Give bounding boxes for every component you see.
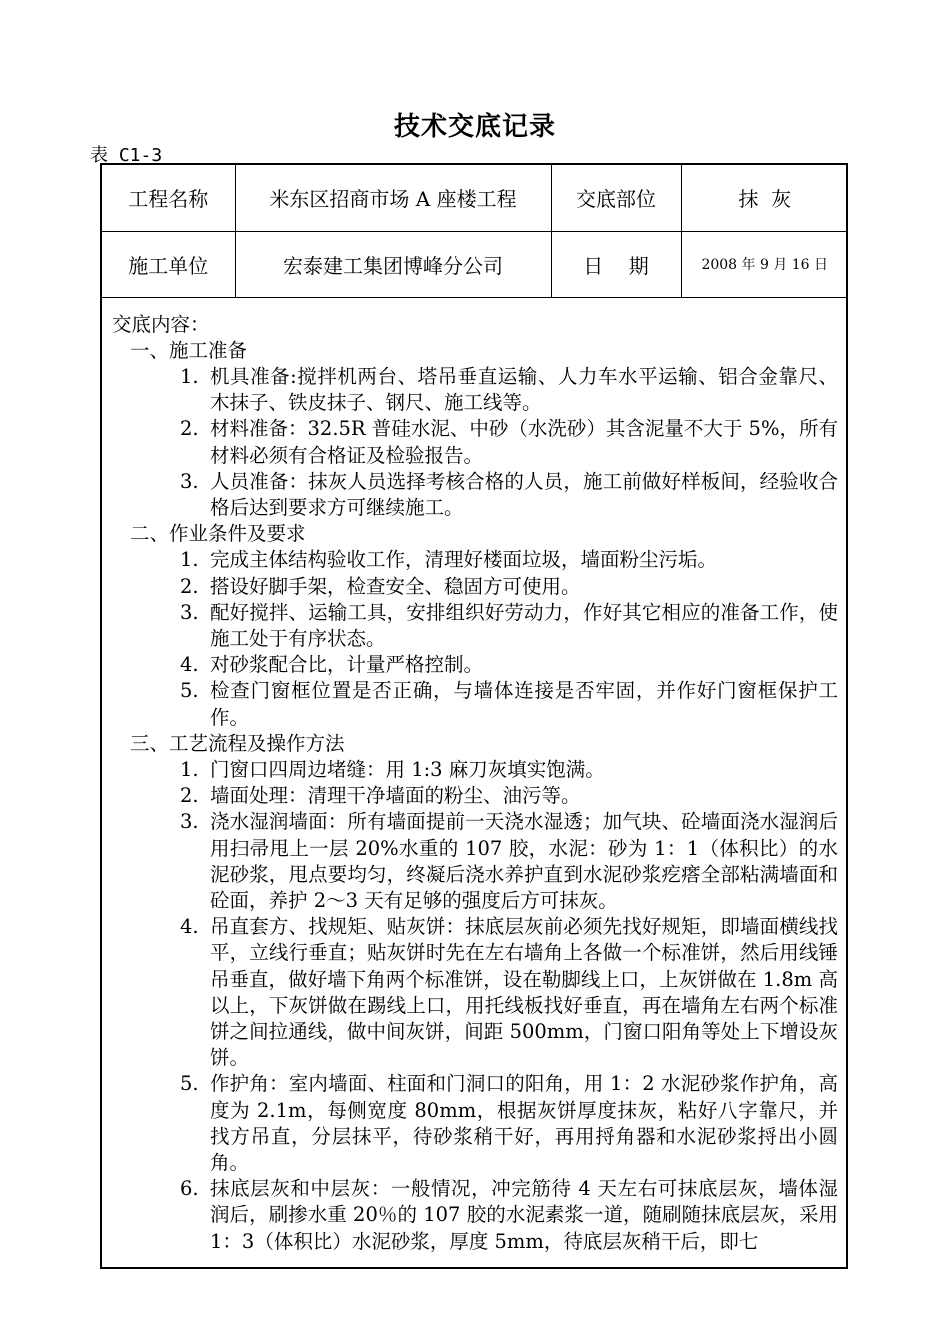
item-text: 作护角：室内墙面、柱面和门洞口的阳角，用 1：2 水泥砂浆作护角，高度为 2.1m，每侧宽度 80mm，根据灰饼厚度抹灰，粘好八字靠尺，并找方吊直，分层抹平，待砂浆稍干好，再用捋角器和水泥砂浆捋出小圆角。 (210, 1072, 838, 1174)
item-text: 浇水湿润墙面：所有墙面提前一天浇水湿透；加气块、砼墙面浇水湿润后用扫帚甩上一层 20%水重的 107 胶，水泥：砂为 1：1（体积比）的水泥砂浆，甩点要均匀，终凝后浇水养护直到水泥砂浆疙瘩全部粘满墙面和砼面，养护 2～3 天有足够的强度后方可抹灰。 (210, 810, 838, 912)
item-number: 3. (180, 469, 199, 493)
item-text: 材料准备：32.5R 普硅水泥、中砂（水洗砂）其含泥量不大于 5%，所有材料必须有合格证及检验报告。 (210, 417, 838, 467)
item-text: 抹底层灰和中层灰：一般情况，冲完筋待 4 天左右可抹底层灰，墙体湿润后，刷掺水重 20％的 107 胶的水泥素浆一道，随刷随抹底层灰，采用 1：3（体积比）水泥砂浆，厚度 5mm，待底层灰稍干后，即七 (210, 1177, 838, 1253)
item-text: 对砂浆配合比，计量严格控制。 (210, 653, 484, 677)
list-item (180, 757, 838, 783)
item-number: 1. (180, 364, 199, 388)
header-row-unit (102, 231, 848, 297)
item-text: 检查门窗框位置是否正确，与墙体连接是否牢固，并作好门窗框保护工作。 (210, 679, 838, 729)
item-number: 1. (180, 757, 199, 781)
unit-label: 施工单位 (102, 231, 235, 297)
date-label: 日 期 (551, 231, 681, 297)
content-body (102, 298, 846, 1255)
item-number: 6. (180, 1177, 199, 1201)
unit-value: 宏泰建工集团博峰分公司 (235, 231, 551, 297)
item-text: 墙面处理：清理干净墙面的粉尘、油污等。 (210, 784, 581, 808)
item-number: 4. (180, 915, 199, 939)
list-item (180, 914, 838, 1071)
list-item (180, 364, 838, 416)
item-number: 2. (180, 417, 199, 441)
item-number: 5. (180, 679, 199, 703)
item-text: 人员准备：抹灰人员选择考核合格的人员，施工前做好样板间，经验收合格后达到要求方可继续施工。 (210, 469, 838, 519)
list-item (180, 547, 838, 573)
item-text: 机具准备:搅拌机两台、塔吊垂直运输、人力车水平运输、铝合金靠尺、木抹子、铁皮抹子、钢尺、施工线等。 (210, 364, 838, 415)
item-text: 门窗口四周边堵缝：用 1:3 麻刀灰填实饱满。 (210, 757, 605, 781)
part-value: 抹 灰 (681, 165, 848, 231)
project-name-value: 米东区招商市场 A 座楼工程 (235, 165, 551, 231)
item-number: 2. (180, 574, 199, 598)
item-text: 配好搅拌、运输工具，安排组织好劳动力，作好其它相应的准备工作，使施工处于有序状态。 (210, 600, 838, 650)
list-item (180, 469, 838, 521)
section-heading: 三、工艺流程及操作方法 (130, 731, 345, 755)
item-number: 2. (180, 784, 199, 808)
list-item (180, 1176, 838, 1255)
item-text: 吊直套方、找规矩、贴灰饼：抹底层灰前必须先找好规矩，即墙面横线找平，立线行垂直；贴灰饼时先在左右墙角上各做一个标准饼，然后用线锤吊垂直，做好墙下角两个标准饼，设在勒脚线上口，上灰饼做在 1.8m 高以上，下灰饼做在踢线上口，用托线板找好垂直，再在墙角左右两个标准饼之间拉通线，做中间灰饼，间距 500mm，门窗口阳角等处上下增设灰饼。 (210, 915, 838, 1070)
item-number: 3. (180, 600, 199, 624)
header-table (102, 165, 848, 298)
item-text: 完成主体结构验收工作，清理好楼面垃圾，墙面粉尘污垢。 (210, 548, 718, 572)
list-item (180, 652, 838, 678)
item-number: 4. (180, 653, 199, 677)
item-number: 1. (180, 548, 199, 572)
item-text: 搭设好脚手架，检查安全、稳固方可使用。 (210, 574, 581, 598)
section-heading: 二、作业条件及要求 (130, 522, 306, 546)
table-code: 表 C1-3 (90, 145, 163, 166)
section-heading: 一、施工准备 (130, 338, 248, 362)
list-item (180, 416, 838, 468)
item-number: 3. (180, 810, 199, 834)
list-item (180, 1071, 838, 1176)
header-row-project (102, 165, 848, 231)
list-item (180, 783, 838, 809)
project-name-label: 工程名称 (102, 165, 235, 231)
date-value: 2008 年 9 月 16 日 (681, 231, 848, 297)
record-frame (100, 163, 848, 1269)
list-item (180, 678, 838, 730)
list-item (180, 574, 838, 600)
item-number: 5. (180, 1072, 199, 1096)
part-label: 交底部位 (551, 165, 681, 231)
list-item (180, 600, 838, 652)
list-item (180, 809, 838, 914)
content-label: 交底内容： (112, 312, 210, 336)
page-title: 技术交底记录 (393, 112, 556, 142)
